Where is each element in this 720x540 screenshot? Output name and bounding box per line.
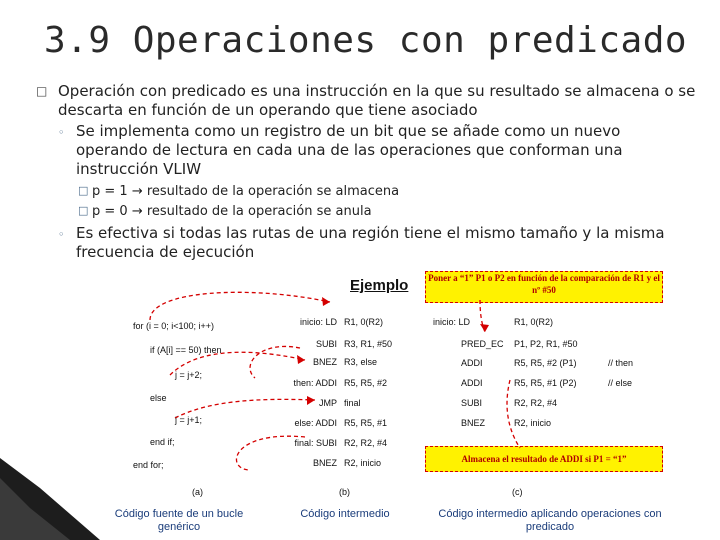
code-b-args: R3, R1, #50 bbox=[344, 339, 393, 349]
code-b-op: JMP bbox=[319, 398, 337, 408]
caption-a: Código fuente de un bucle genérico bbox=[114, 508, 244, 533]
bullet-small-square-icon: □ bbox=[78, 184, 89, 197]
code-b-args: R1, 0(R2) bbox=[344, 317, 384, 327]
code-c-op: inicio: LD bbox=[433, 317, 471, 327]
bullet-p-equals-1: p = 1 → resultado de la operación se almacena bbox=[92, 184, 400, 199]
code-b-op: SUBI bbox=[315, 339, 337, 349]
bullet-circle-icon: ◦ bbox=[58, 126, 65, 139]
code-b-op: then: ADDI bbox=[293, 378, 337, 388]
code-c-op: ADDI bbox=[461, 358, 483, 368]
bullet-effectiveness: Es efectiva si todas las rutas de una región tiene el mismo tamaño y la misma frecuencia de ejecución bbox=[76, 224, 665, 261]
code-c-comment: // else bbox=[608, 378, 633, 388]
code-b-args: R2, inicio bbox=[344, 458, 382, 468]
code-c-args: R1, 0(R2) bbox=[514, 317, 554, 327]
annotation-bottom-box: Almacena el resultado de ADDI si P1 = “1” bbox=[425, 446, 663, 472]
bullet-implementation: Se implementa como un registro de un bit que se añade como un nuevo operando de lectura en cada una de las operaciones que conforman una instrucción VLIW bbox=[76, 122, 623, 178]
code-c-args: R2, R2, #4 bbox=[514, 398, 558, 408]
code-c-args: R2, inicio bbox=[514, 418, 552, 428]
caption-b: Código intermedio bbox=[300, 508, 390, 520]
code-a-line: j = j+2; bbox=[175, 370, 203, 380]
code-b-op: else: ADDI bbox=[294, 418, 337, 428]
bullet-square-icon: □ bbox=[36, 84, 48, 98]
code-c-args: R5, R5, #1 (P2) bbox=[514, 378, 577, 388]
code-a-line: j = j+1; bbox=[175, 415, 203, 425]
code-a-line: end for; bbox=[133, 460, 164, 470]
code-a-line: for (i = 0; i<100; i++) bbox=[133, 321, 215, 331]
code-b-args: R3, else bbox=[344, 357, 378, 367]
code-b-op: final: SUBI bbox=[294, 438, 337, 448]
code-b-args: final bbox=[344, 398, 361, 408]
bullet-predicated-operation: Operación con predicado es una instrucción en la que su resultado se almacena o se descarta en función de un operando que tiene asociado bbox=[58, 82, 696, 119]
bullet-p-equals-0: p = 0 → resultado de la operación se anula bbox=[92, 204, 372, 219]
example-heading: Ejemplo bbox=[350, 277, 409, 294]
code-c-op: BNEZ bbox=[461, 418, 486, 428]
code-b-op: BNEZ bbox=[312, 357, 337, 367]
code-c-op: PRED_EC bbox=[461, 339, 504, 349]
code-c-args: R5, R5, #2 (P1) bbox=[514, 358, 577, 368]
code-b-op: BNEZ bbox=[312, 458, 337, 468]
annotation-top-box: Poner a “1” P1 o P2 en función de la comparación de R1 y el nº #50 bbox=[425, 271, 663, 303]
label-c: (c) bbox=[512, 487, 523, 497]
code-c-op: ADDI bbox=[461, 378, 483, 388]
bullet-circle-icon: ◦ bbox=[58, 228, 65, 241]
bullet-small-square-icon: □ bbox=[78, 204, 89, 217]
code-a-line: if (A[i] == 50) then bbox=[150, 345, 222, 355]
slide-title: 3.9 Operaciones con predicado bbox=[44, 20, 688, 61]
code-c-op: SUBI bbox=[461, 398, 483, 408]
code-c-args: P1, P2, R1, #50 bbox=[514, 339, 578, 349]
code-a-line: end if; bbox=[150, 437, 175, 447]
code-a-line: else bbox=[150, 393, 167, 403]
code-b-args: R5, R5, #1 bbox=[344, 418, 388, 428]
code-c-comment: // then bbox=[608, 358, 634, 368]
code-b-args: R2, R2, #4 bbox=[344, 438, 388, 448]
caption-c: Código intermedio aplicando operaciones con predicado bbox=[438, 508, 662, 533]
label-b: (b) bbox=[339, 487, 350, 497]
label-a: (a) bbox=[192, 487, 203, 497]
code-b-op: inicio: LD bbox=[299, 317, 337, 327]
code-b-args: R5, R5, #2 bbox=[344, 378, 388, 388]
